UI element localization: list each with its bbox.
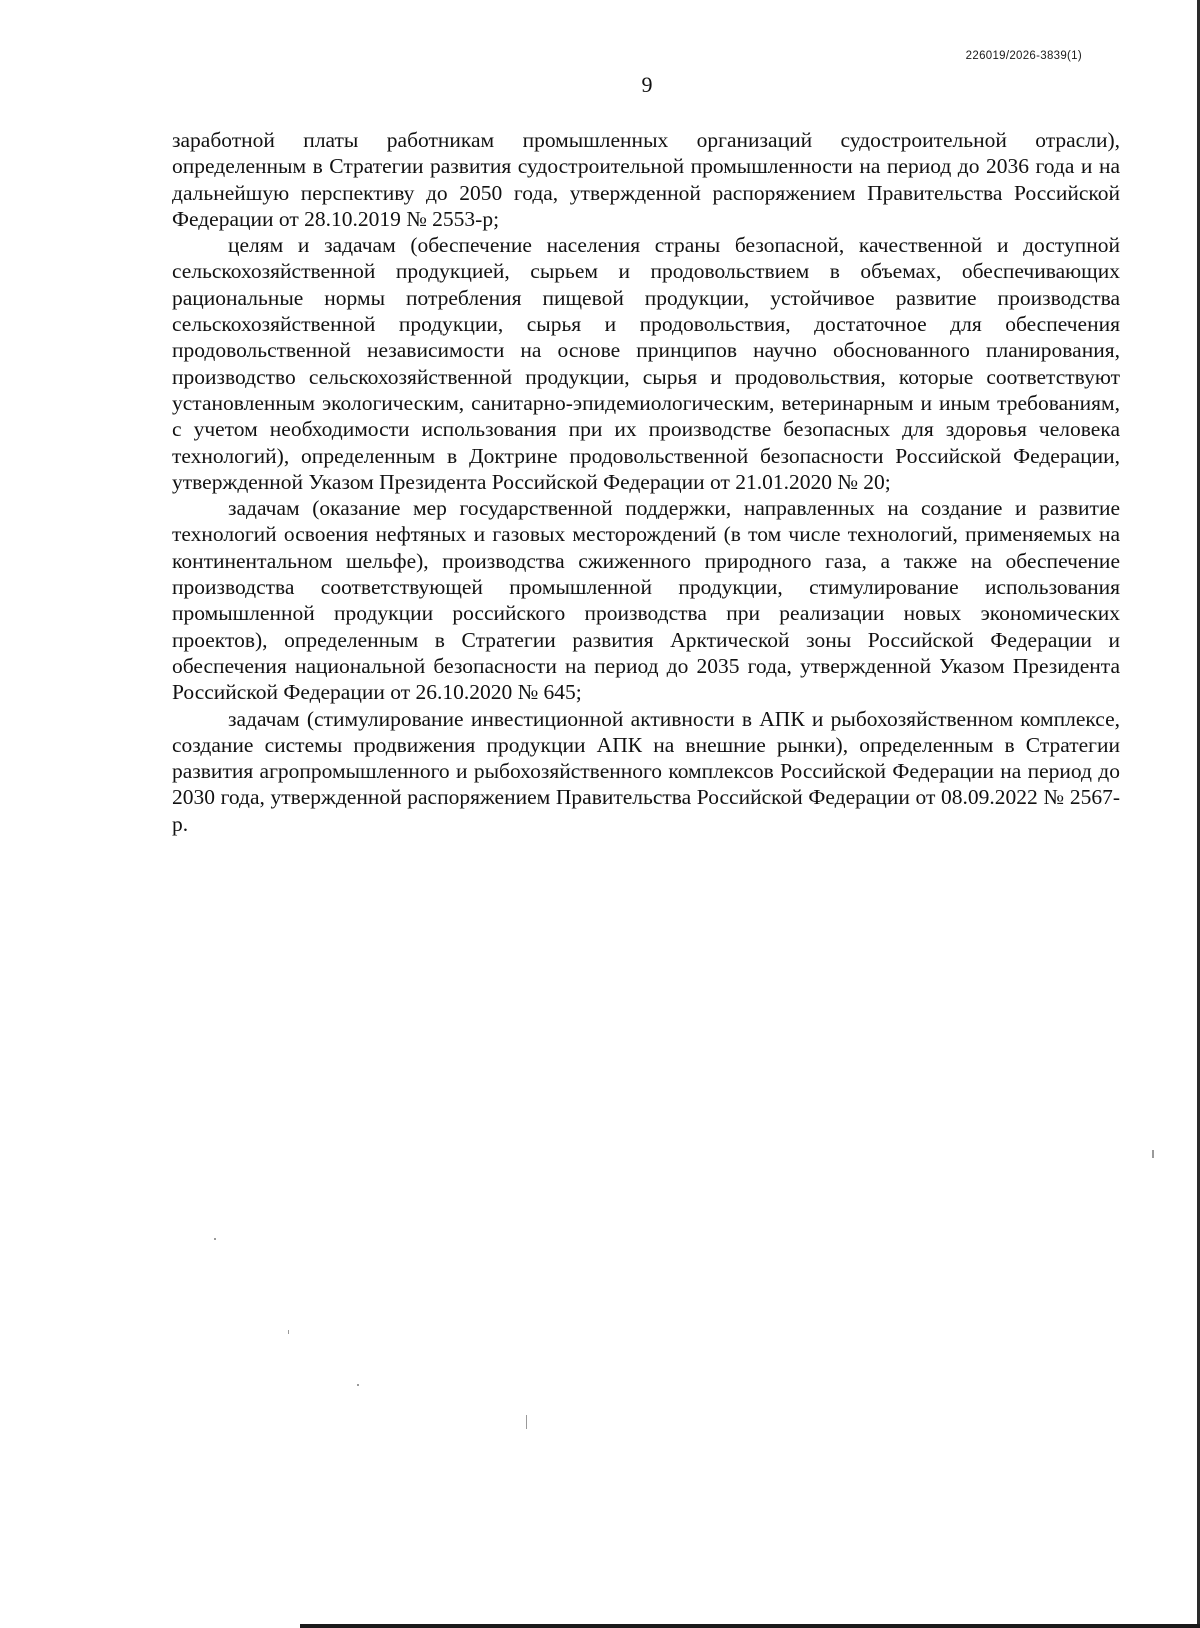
- scan-artifact-speck: [1152, 1150, 1154, 1158]
- paragraph-food-security-doctrine: целям и задачам (обеспечение населения страны безопасной, качественной и доступной сельскохозяйственной продукцией, сырьем и продовольствием в объемах, обеспечивающих рациональные нормы потребления пищевой продукции, устойчивое развитие производства сельскохозяйственной продукции, сырья и продовольствия, достаточное для обеспечения продовольственной независимости на основе принципов научно обоснованного планирования, производство сельскохозяйственной продукции, сырья и продовольствия, которые соответствуют установленным экологическим, санитарно-эпидемиологическим, ветеринарным и иным требованиям, с учетом необходимости использования при их производстве безопасных для здоровья человека технологий), определенным в Доктрине продовольственной безопасности Российской Федерации, утвержденной Указом Президента Российской Федерации от 21.01.2020 № 20;: [172, 233, 1120, 494]
- document-body: [172, 127, 1120, 837]
- scan-artifact-speck: [288, 1330, 289, 1334]
- page-number: 9: [641, 72, 653, 97]
- scan-bottom-edge: [300, 1624, 1200, 1628]
- paragraph-arctic-zone-strategy: задачам (оказание мер государственной поддержки, направленных на создание и развитие технологий освоения нефтяных и газовых месторождений (в том числе технологий, применяемых на континентальном шельфе), производства сжиженного природного газа, а также на обеспечение производства соответствующей промышленной продукции, стимулирование использования промышленной продукции российского производства при реализации новых экономических проектов), определенным в Стратегии развития Арктической зоны Российской Федерации и обеспечения национальной безопасности на период до 2035 года, утвержденной Указом Президента Российской Федерации от 26.10.2020 № 645;: [172, 496, 1120, 705]
- scan-artifact-speck: [214, 1238, 216, 1240]
- scan-artifact-speck: [357, 1384, 359, 1386]
- scan-artifact-speck: [526, 1415, 527, 1429]
- document-registration-number: 226019/2026-3839(1): [965, 50, 1082, 62]
- paragraph-agro-fishery-strategy: задачам (стимулирование инвестиционной активности в АПК и рыбохозяйственном комплексе, создание системы продвижения продукции АПК на внешние рынки), определенным в Стратегии развития агропромышленного и рыбохозяйственного комплексов Российской Федерации на период до 2030 года, утвержденной распоряжением Правительства Российской Федерации от 08.09.2022 № 2567-р.: [172, 706, 1120, 836]
- paragraph-shipbuilding-continuation: заработной платы работникам промышленных организаций судостроительной отрасли), определенным в Стратегии развития судостроительной промышленности на период до 2036 года и на дальнейшую перспективу до 2050 года, утвержденной распоряжением Правительства Российской Федерации от 28.10.2019 № 2553-р;: [172, 128, 1120, 231]
